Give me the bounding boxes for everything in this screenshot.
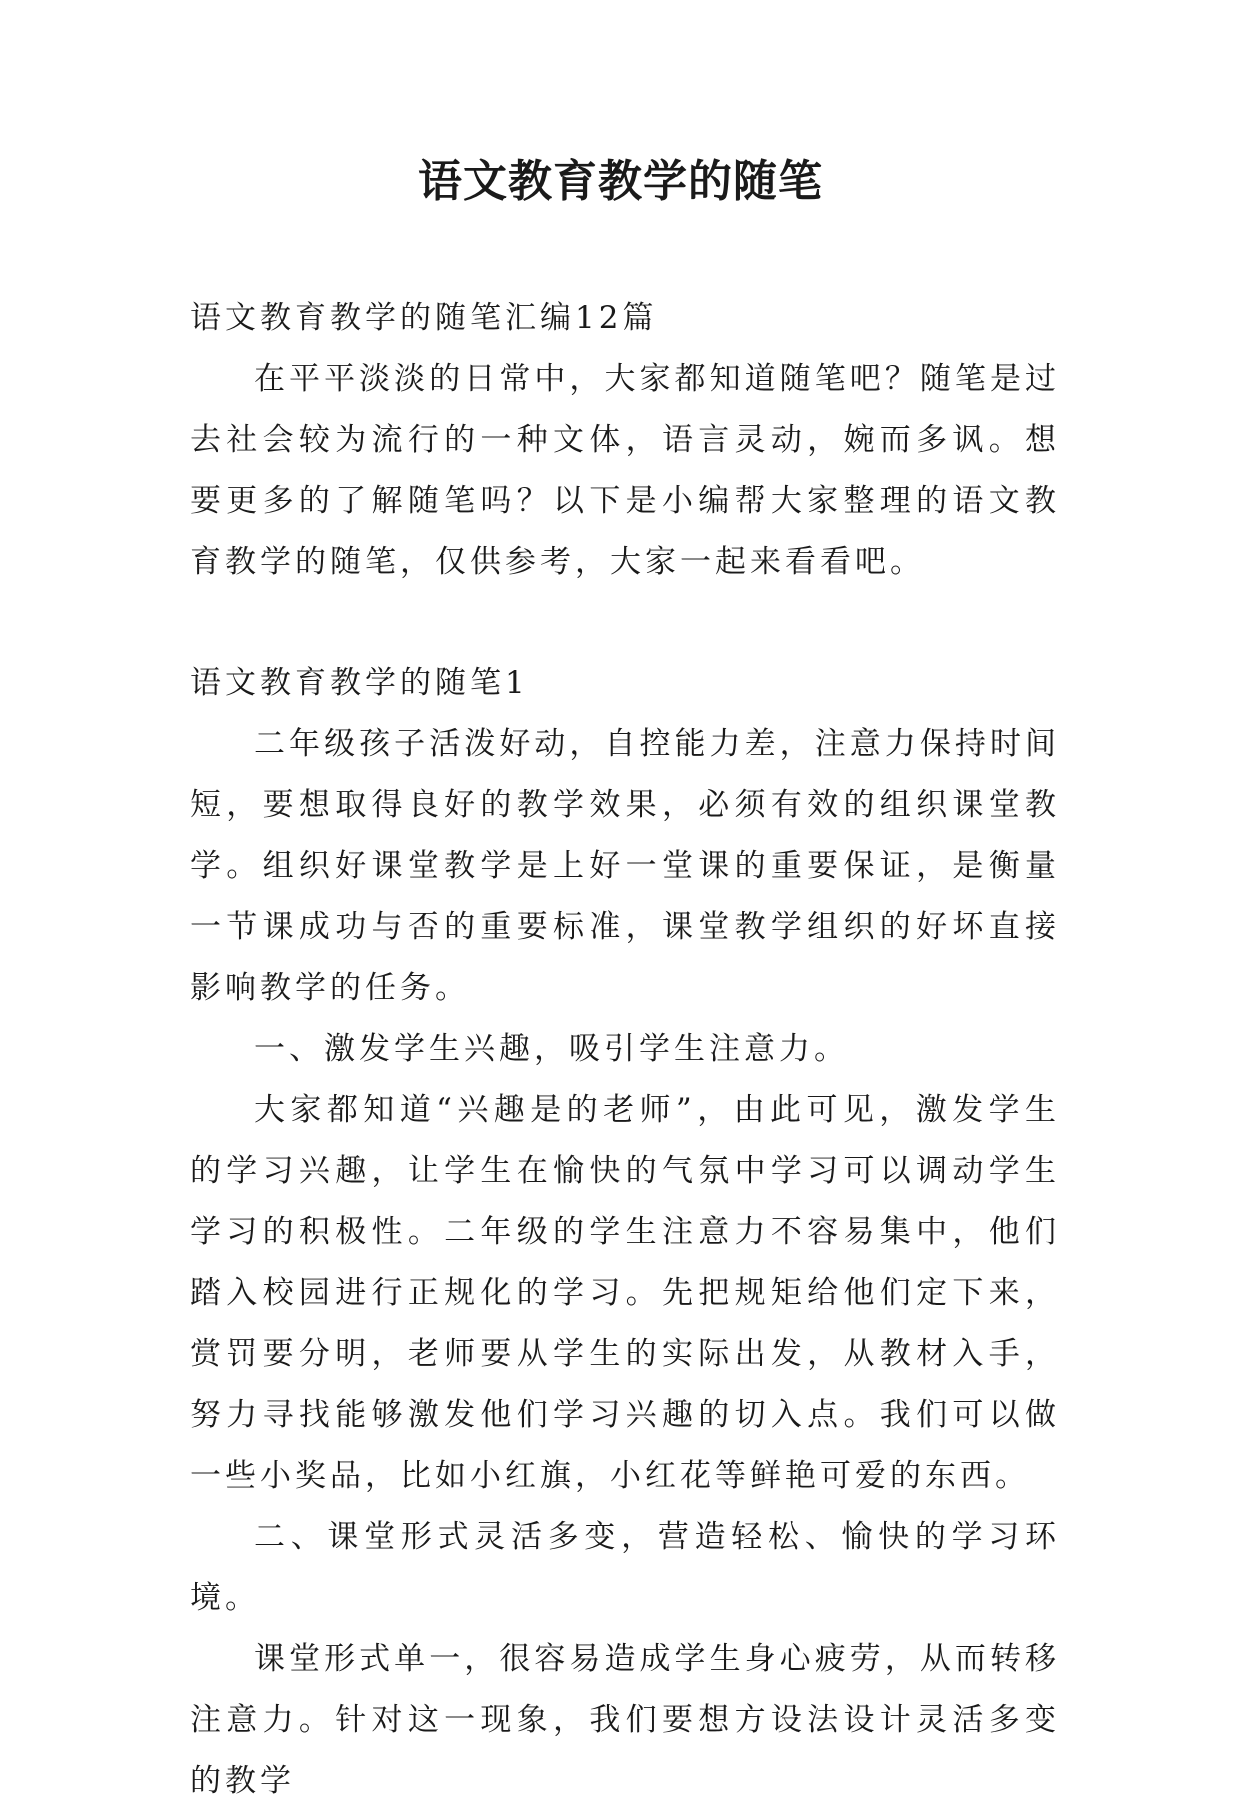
document-subtitle: 语文教育教学的随笔汇编12篇 xyxy=(190,300,658,336)
document-title: 语文教育教学的随笔 xyxy=(418,156,823,207)
subheading-paragraph: 二、课堂形式灵活多变，营造轻松、愉快的学习环境。 xyxy=(190,1519,1060,1616)
section-heading: 语文教育教学的随笔1 xyxy=(190,665,529,701)
subheading-paragraph: 一、激发学生兴趣，吸引学生注意力。 xyxy=(254,1031,849,1067)
body-paragraph: 大家都知道“兴趣是的老师”，由此可见，激发学生的学习兴趣，让学生在愉快的气氛中学习可以调动学生学习的积极性。二年级的学生注意力不容易集中，他们踏入校园进行正规化的学习。先把规矩给他们定下来，赏罚要分明，老师要从学生的实际出发，从教材入手，努力寻找能够激发他们学习兴趣的切入点。我们可以做一些小奖品，比如小红旗，小红花等鲜艳可爱的东西。 xyxy=(190,1092,1060,1494)
body-paragraph: 二年级孩子活泼好动，自控能力差，注意力保持时间短，要想取得良好的教学效果，必须有效的组织课堂教学。组织好课堂教学是上好一堂课的重要保证，是衡量一节课成功与否的重要标准，课堂教学组织的好坏直接影响教学的任务。 xyxy=(190,726,1060,1006)
intro-paragraph: 在平平淡淡的日常中，大家都知道随笔吧？随笔是过去社会较为流行的一种文体，语言灵动，婉而多讽。想要更多的了解随笔吗？以下是小编帮大家整理的语文教育教学的随笔，仅供参考，大家一起来看看吧。 xyxy=(190,361,1060,580)
body-paragraph: 课堂形式单一，很容易造成学生身心疲劳，从而转移注意力。针对这一现象，我们要想方设法设计灵活多变的教学 xyxy=(190,1641,1060,1799)
document-body xyxy=(190,288,1060,1812)
